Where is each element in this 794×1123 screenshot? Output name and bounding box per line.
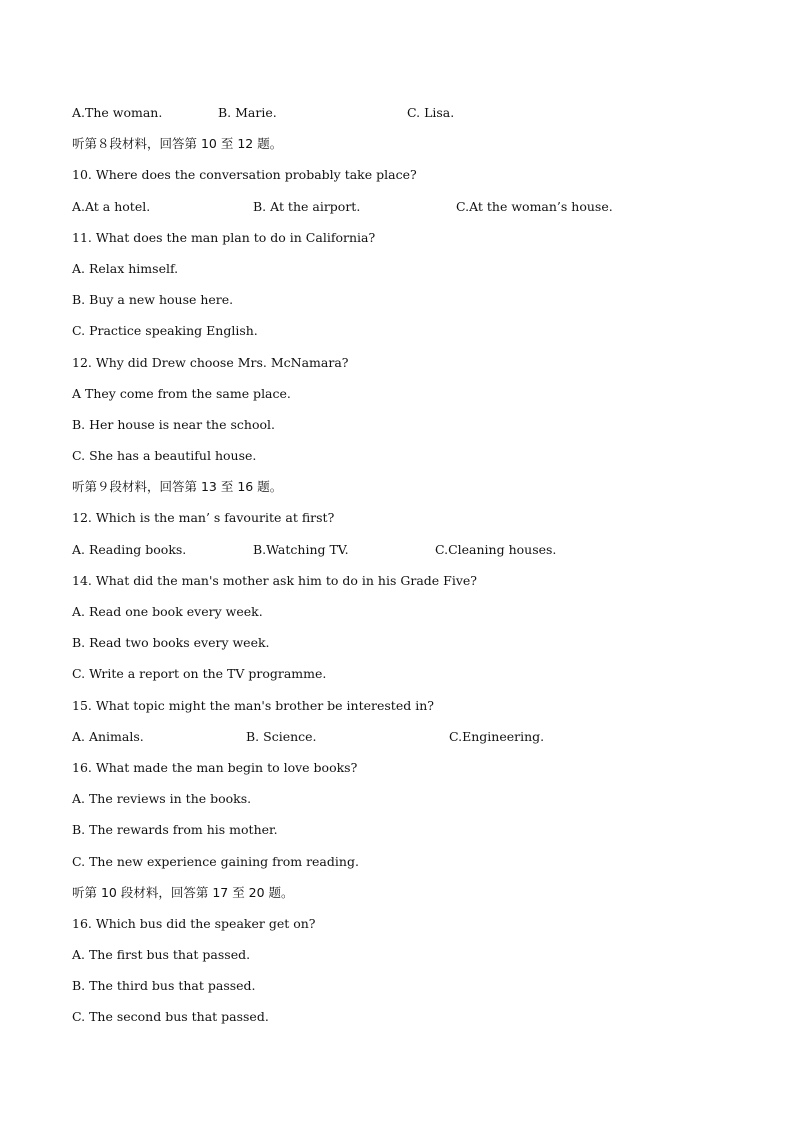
answer-option: C. Lisa.	[407, 105, 455, 120]
answer-option: B. The rewards from his mother.	[72, 822, 278, 838]
answer-option: A. Read one book every week.	[72, 604, 263, 619]
document-page	[72, 104, 752, 1040]
question-text: 16. Which bus did the speaker get on?	[72, 915, 316, 931]
answer-option: A. Reading books.	[72, 541, 187, 557]
answer-option: A. Relax himself.	[72, 260, 179, 276]
section-heading: 听第 10 段材料，回答第 17 至 20 题。	[72, 884, 294, 900]
answer-option: C.Cleaning houses.	[435, 541, 557, 557]
option-row	[72, 198, 752, 229]
answer-option: B.Watching TV.	[253, 541, 349, 557]
answer-option: C.Engineering.	[449, 728, 545, 744]
option-row	[72, 541, 752, 572]
answer-option: A. The first bus that passed.	[72, 947, 251, 963]
answer-option: B. Read two books every week.	[72, 635, 270, 651]
answer-option: C. Practice speaking English.	[72, 323, 258, 339]
answer-option: A They come from the same place.	[72, 385, 291, 401]
question-text: 16. What made the man begin to love books?	[72, 759, 358, 775]
answer-option: A. Animals.	[72, 728, 144, 744]
option-row	[72, 104, 752, 135]
answer-option: A.The woman.	[72, 105, 163, 120]
section-heading: 听第９段材料，回答第 13 至 16 题。	[72, 479, 283, 495]
question-text: 11. What does the man plan to do in California?	[72, 229, 376, 245]
section-heading: 听第８段材料，回答第 10 至 12 题。	[72, 136, 283, 152]
answer-option: B. Science.	[246, 728, 317, 744]
answer-option: C. She has a beautiful house.	[72, 448, 257, 464]
question-text: 14. What did the man's mother ask him to do in his Grade Five?	[72, 572, 477, 588]
answer-option: C. The new experience gaining from reading.	[72, 853, 359, 869]
option-row	[72, 728, 752, 759]
question-text: 12. Which is the man’ s favourite at first?	[72, 510, 335, 526]
answer-option: B. Her house is near the school.	[72, 416, 275, 432]
answer-option: C. The second bus that passed.	[72, 1009, 269, 1025]
answer-option: B. Marie.	[218, 105, 277, 120]
question-text: 10. Where does the conversation probably take place?	[72, 167, 417, 183]
question-text: 15. What topic might the man's brother be interested in?	[72, 697, 434, 713]
question-text: 12. Why did Drew choose Mrs. McNamara?	[72, 354, 349, 370]
answer-option: B. At the airport.	[253, 198, 361, 214]
answer-option: B. Buy a new house here.	[72, 292, 234, 308]
answer-option: A.At a hotel.	[72, 198, 151, 214]
answer-option: A. The reviews in the books.	[72, 791, 252, 807]
answer-option: B. The third bus that passed.	[72, 978, 256, 994]
answer-option: C. Write a report on the TV programme.	[72, 666, 327, 682]
answer-option: C.At the woman’s house.	[456, 198, 613, 214]
